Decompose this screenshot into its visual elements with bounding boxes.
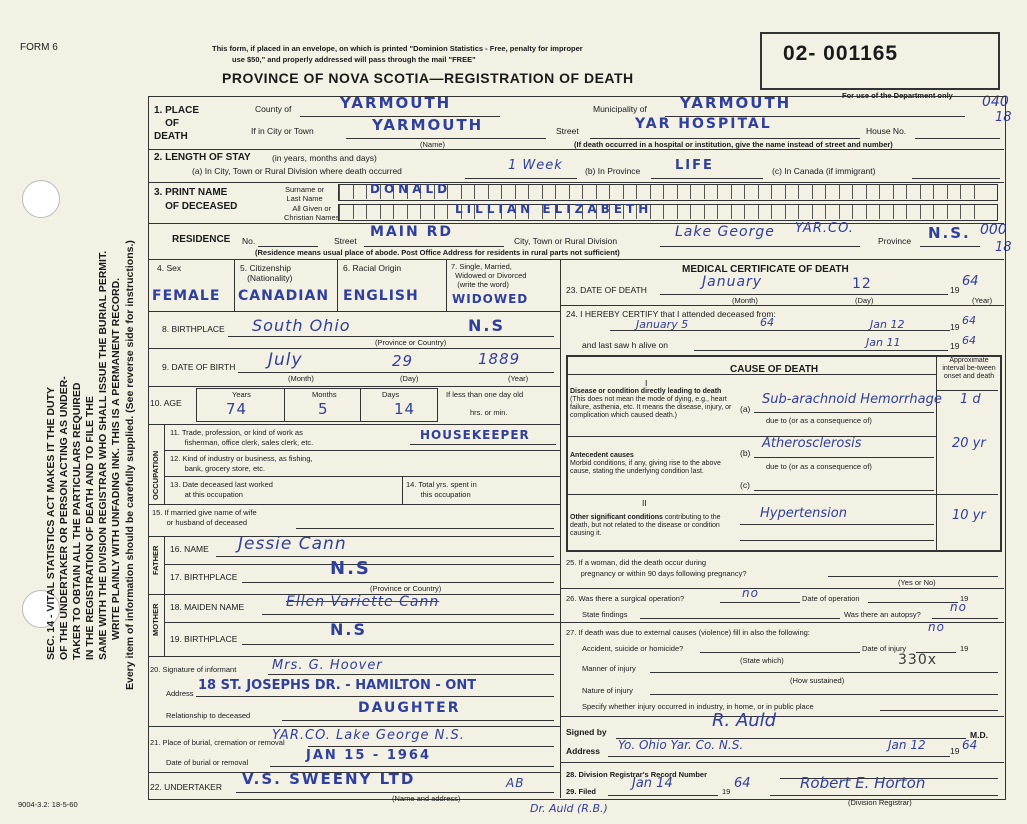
- how-sustained-caption: (How sustained): [790, 676, 845, 685]
- street-label: Street: [556, 126, 579, 136]
- given-grid: [338, 204, 998, 221]
- burial-place-value: YAR.CO. Lake George N.S.: [272, 728, 465, 743]
- birth-year-value: 1889: [478, 350, 521, 368]
- maiden-name-label: 18. MAIDEN NAME: [170, 602, 245, 612]
- last-saw-label: and last saw h alive on: [582, 340, 668, 350]
- last-saw-value: Jan 11: [866, 336, 901, 349]
- page-title: PROVINCE OF NOVA SCOTIA—REGISTRATION OF DEATH: [222, 70, 634, 86]
- length-of-stay-label: 2. LENGTH OF STAY: [154, 152, 251, 163]
- state-which-caption: (State which): [740, 656, 784, 665]
- birth-day-caption: (Day): [400, 374, 419, 383]
- county-value: YARMOUTH: [340, 94, 452, 112]
- informant-value: Mrs. G. Hoover: [272, 658, 383, 673]
- residence-note: (Residence means usual place of abode. Post Office Address for residents in rural parts not sufficient): [255, 248, 620, 257]
- filed-value: Jan 14: [632, 776, 673, 791]
- residence-city-label: City, Town or Rural Division: [514, 236, 618, 246]
- department-code-2b: 18: [995, 240, 1012, 255]
- racial-origin-value: ENGLISH: [343, 288, 419, 304]
- medical-date-value: Jan 12: [888, 738, 926, 752]
- md-label: M.D.: [970, 730, 988, 740]
- side-text-2: OF THE UNDERTAKER OR PERSON ACTING AS UNDER-: [58, 376, 70, 660]
- name-caption: (Name): [420, 140, 446, 149]
- cause-of-death-title: CAUSE OF DEATH: [730, 364, 819, 375]
- given-names-value: LILLIAN ELIZABETH: [455, 202, 653, 216]
- division-record-label: 28. Division Registrar's Record Number: [566, 770, 707, 779]
- cause-c-label: (c): [740, 480, 750, 490]
- surgical-label: 26. Was there a surgical operation?: [566, 594, 685, 603]
- state-findings-label: State findings: [582, 610, 628, 619]
- form-code: 9004-3.2: 18-5-60: [18, 800, 78, 809]
- industry-label: 12. Kind of industry or business, as fishing, bank, grocery store, etc.: [170, 454, 313, 473]
- length-of-stay-detail: (in years, months and days): [272, 153, 377, 163]
- other-conditions-value: Hypertension: [760, 506, 847, 521]
- attend-to-value: Jan 12: [870, 318, 905, 331]
- house-no-label: House No.: [866, 126, 907, 136]
- residence-city-value: Lake George: [675, 224, 775, 240]
- date-of-birth-label: 9. DATE OF BIRTH: [162, 362, 236, 372]
- birthplace-value: South Ohio: [252, 316, 351, 335]
- citizenship-value: CANADIAN: [238, 288, 330, 304]
- date-operation-label: Date of operation: [802, 594, 860, 603]
- death-year-caption: (Year): [972, 296, 993, 305]
- occupation-vertical-label: OCCUPATION: [151, 450, 160, 500]
- death-year-prefix: 19: [950, 285, 960, 295]
- age-months-label: Months: [312, 390, 337, 399]
- autopsy-value: no: [950, 600, 967, 614]
- residence-county-value: YAR.CO.: [795, 221, 854, 236]
- death-month-caption: (Month): [732, 296, 758, 305]
- total-yrs-label: 14. Total yrs. spent in this occupation: [406, 480, 477, 499]
- department-code-2: 000: [980, 222, 1007, 238]
- operation-year-prefix: 19: [960, 594, 969, 603]
- side-text-6: WRITE PLAINLY WITH UNFADING INK. THIS IS A PERMANENT RECORD.: [110, 277, 122, 640]
- envelope-note-2: use $50," and properly addressed will pass through the mail "FREE": [232, 55, 476, 64]
- department-code-1b: 18: [995, 110, 1012, 125]
- injury-year-prefix: 19: [960, 644, 969, 653]
- residence-label: RESIDENCE: [172, 234, 231, 245]
- mother-vertical-label: MOTHER: [151, 603, 160, 636]
- father-birthplace-label: 17. BIRTHPLACE: [170, 572, 238, 582]
- attend-to-year-prefix: 19: [950, 322, 960, 332]
- pregnancy-label: 25. If a woman, did the death occur during pregnancy or within 90 days following pregnancy?: [566, 558, 747, 578]
- division-registrar-caption: (Division Registrar): [848, 798, 912, 807]
- birthplace-province-value: N.S: [468, 316, 505, 335]
- age-years-label: Years: [232, 390, 251, 399]
- sex-label: 4. Sex: [157, 263, 182, 273]
- burial-date-label: Date of burial or removal: [166, 758, 249, 767]
- filed-year-prefix: 19: [722, 787, 731, 796]
- medical-address-label: Address: [566, 746, 601, 756]
- trade-label: 11. Trade, profession, or kind of work as fisherman, office clerk, sales clerk, etc.: [170, 428, 314, 447]
- print-name-label: 3. PRINT NAME OF DECEASED: [154, 187, 238, 212]
- surname-value: DONALD: [370, 182, 452, 196]
- registrar-signature: Robert E. Horton: [800, 774, 926, 792]
- cause-a-interval: 1 d: [960, 392, 981, 407]
- manner-label: Manner of injury: [582, 664, 636, 673]
- age-days-label: Days: [382, 390, 400, 399]
- undertaker-value: V.S. SWEENY LTD: [242, 770, 416, 788]
- birth-day-value: 29: [392, 352, 414, 370]
- birth-month-value: July: [268, 350, 303, 370]
- attend-to-year-value: 64: [962, 314, 976, 327]
- other-significant-label: Other significant conditions contributing to the death, but not related to the disease or condition causing it.: [570, 514, 721, 537]
- envelope-note-1: This form, if placed in an envelope, on which is printed "Dominion Statistics - Free, penalty for improper: [212, 44, 583, 53]
- cause-b-label: (b): [740, 448, 751, 458]
- death-month-value: January: [702, 274, 763, 290]
- cause-b-interval: 20 yr: [952, 436, 986, 451]
- if-city-label: If in City or Town: [251, 126, 314, 136]
- last-saw-year-value: 64: [962, 334, 976, 347]
- father-birthplace-value: N.S: [330, 558, 371, 579]
- external-value: no: [928, 620, 945, 634]
- informant-label: 20. Signature of informant: [150, 665, 237, 674]
- department-code-1: 040: [982, 94, 1009, 110]
- registration-number: 02- 001165: [783, 42, 899, 65]
- death-day-caption: (Day): [855, 296, 874, 305]
- cause-a-label: (a): [740, 404, 751, 414]
- in-canada-label: (c) In Canada (if immigrant): [772, 166, 876, 176]
- date-of-death-label: 23. DATE OF DEATH: [566, 285, 647, 295]
- external-label: 27. If death was due to external causes (violence) fill in also the following:: [566, 628, 810, 637]
- father-vertical-label: FATHER: [151, 545, 160, 575]
- date-injury-label: Date of injury: [862, 644, 907, 653]
- maiden-name-value: Ellen Variette Cann: [286, 594, 440, 610]
- bottom-note: Dr. Auld (R.B.): [530, 802, 608, 815]
- medical-year-prefix: 19: [950, 746, 960, 756]
- side-text-4: IN THE REGISTRATION OF DEATH AND TO FILE THE: [84, 396, 96, 660]
- attend-from-value: January 5: [636, 318, 689, 331]
- filed-year-value: 64: [734, 776, 751, 791]
- accident-label: Accident, suicide or homicide?: [582, 644, 684, 653]
- nature-label: Nature of injury: [582, 686, 633, 695]
- age-years-value: 74: [226, 400, 248, 418]
- autopsy-label: Was there an autopsy?: [844, 610, 921, 619]
- death-day-value: 12: [852, 276, 872, 292]
- place-of-death-label: 1. PLACE OF DEATH: [154, 105, 200, 142]
- burial-date-value: JAN 15 - 1964: [306, 748, 432, 763]
- marital-value: WIDOWED: [452, 292, 529, 306]
- hospital-note: (If death occurred in a hospital or institution, give the name instead of street and number): [574, 140, 893, 149]
- mother-birthplace-label: 19. BIRTHPLACE: [170, 634, 238, 644]
- residence-street-label: Street: [334, 236, 357, 246]
- disease-label: Disease or condition directly leading to death (This does not mean the mode of dying, e.g., heart failure, asthenia, etc. It means the disease, injury, or complication which caused death.): [570, 388, 732, 419]
- relationship-value: DAUGHTER: [358, 700, 461, 716]
- antecedent-label: Antecedent causes Morbid conditions, if any, giving rise to the above cause, stating the underlying condition last.: [570, 452, 721, 475]
- surgery-value: no: [742, 586, 759, 600]
- father-name-value: Jessie Cann: [238, 534, 347, 554]
- street-value: YAR HOSPITAL: [635, 116, 772, 132]
- specify-label: Specify whether injury occurred in industry, in home, or in public place: [582, 702, 814, 711]
- medical-year-value: 64: [962, 738, 978, 752]
- informant-address-label: Address: [166, 689, 194, 698]
- medical-address-value: Yo. Ohio Yar. Co. N.S.: [618, 738, 744, 752]
- in-city-label: (a) In City, Town or Rural Division where death occurred: [192, 166, 402, 176]
- undertaker-label: 22. UNDERTAKER: [150, 782, 222, 792]
- filed-label: 29. Filed: [566, 787, 597, 796]
- burial-place-label: 21. Place of burial, cremation or removal: [150, 738, 285, 747]
- birth-year-caption: (Year): [508, 374, 529, 383]
- cause-b-value: Atherosclerosis: [762, 436, 862, 451]
- stay-province-value: LIFE: [675, 158, 714, 173]
- side-text-3: TAKER TO OBTAIN ALL THE PARTICULARS REQUIRED: [71, 382, 83, 660]
- sex-value: FEMALE: [152, 288, 221, 304]
- trade-value: HOUSEKEEPER: [420, 428, 530, 442]
- signed-by-label: Signed by: [566, 727, 607, 737]
- father-name-label: 16. NAME: [170, 544, 209, 554]
- birthplace-caption: (Province or Country): [375, 338, 447, 347]
- racial-origin-label: 6. Racial Origin: [343, 263, 402, 273]
- residence-street-value: MAIN RD: [370, 224, 453, 240]
- citizenship-label: 5. Citizenship (Nationality): [240, 263, 293, 283]
- cause-a-value: Sub-arachnoid Hemorrhage: [762, 392, 942, 407]
- surname-label: Surname or Last Name: [285, 185, 325, 203]
- side-text-5: SAME WITH THE DIVISION REGISTRAR WHO SHALL ISSUE THE BURIAL PERMIT.: [97, 250, 109, 660]
- mother-birthplace-value: N.S: [330, 620, 367, 639]
- side-text-1: SEC. 14 - VITAL STATISTICS ACT MAKES IT THE DUTY: [45, 386, 57, 660]
- county-of-label: County of: [255, 104, 292, 114]
- name-address-caption: (Name and address): [392, 794, 461, 803]
- age-label: 10. AGE: [150, 398, 182, 408]
- date-last-worked-label: 13. Date deceased last worked at this occupation: [170, 480, 273, 499]
- part-i-label: I: [645, 378, 648, 388]
- spouse-label: 15. If married give name of wife or husband of deceased: [152, 508, 257, 527]
- given-label: All Given or Christian Names: [284, 204, 340, 222]
- age-months-value: 5: [318, 400, 329, 418]
- other-conditions-interval: 10 yr: [952, 508, 986, 523]
- department-use-label: For use of the Department only: [842, 91, 953, 100]
- attend-from-year-value: 64: [760, 316, 774, 329]
- less-than-day-label: If less than one day old: [446, 390, 524, 399]
- city-value: YARMOUTH: [372, 116, 484, 134]
- father-birthplace-caption: (Province or Country): [370, 584, 442, 593]
- residence-province-value: N.S.: [928, 224, 971, 242]
- hrs-min-label: hrs. or min.: [470, 408, 508, 417]
- residence-province-label: Province: [878, 236, 912, 246]
- municipality-of-label: Municipality of: [593, 104, 647, 114]
- stay-city-value: 1 Week: [508, 158, 563, 173]
- extra-code: 330x: [898, 652, 938, 668]
- death-year-value: 64: [962, 274, 979, 289]
- last-saw-year-prefix: 19: [950, 341, 960, 351]
- birth-month-caption: (Month): [288, 374, 314, 383]
- due-to-label-2: due to (or as a consequence of): [766, 462, 872, 471]
- binder-hole-top: [22, 180, 60, 218]
- interval-label: Approximate interval be-tween onset and death: [942, 357, 996, 380]
- part-ii-label: II: [642, 498, 647, 508]
- residence-no-label: No.: [242, 236, 256, 246]
- signed-by-value: R. Auld: [712, 710, 777, 731]
- informant-address-value: 18 ST. JOSEPHS DR. - HAMILTON - ONT: [198, 678, 477, 693]
- age-days-value: 14: [394, 400, 416, 418]
- municipality-value: YARMOUTH: [680, 94, 792, 112]
- side-text-7: Every item of information should be carefully supplied. (See reverse side for instructions.): [124, 240, 136, 690]
- relationship-label: Relationship to deceased: [166, 711, 251, 720]
- due-to-label-1: due to (or as a consequence of): [766, 416, 872, 425]
- marital-label: 7. Single, Married, Widowed or Divorced (write the word): [451, 262, 527, 289]
- birthplace-label: 8. BIRTHPLACE: [162, 324, 225, 334]
- yes-no-caption: (Yes or No): [898, 578, 936, 587]
- undertaker-initials: AB: [506, 776, 525, 790]
- medical-certificate-title: MEDICAL CERTIFICATE OF DEATH: [682, 264, 849, 275]
- in-province-label: (b) In Province: [585, 166, 641, 176]
- form-number: FORM 6: [20, 42, 58, 53]
- certify-label: 24. I HEREBY CERTIFY that I attended deceased from:: [566, 309, 776, 319]
